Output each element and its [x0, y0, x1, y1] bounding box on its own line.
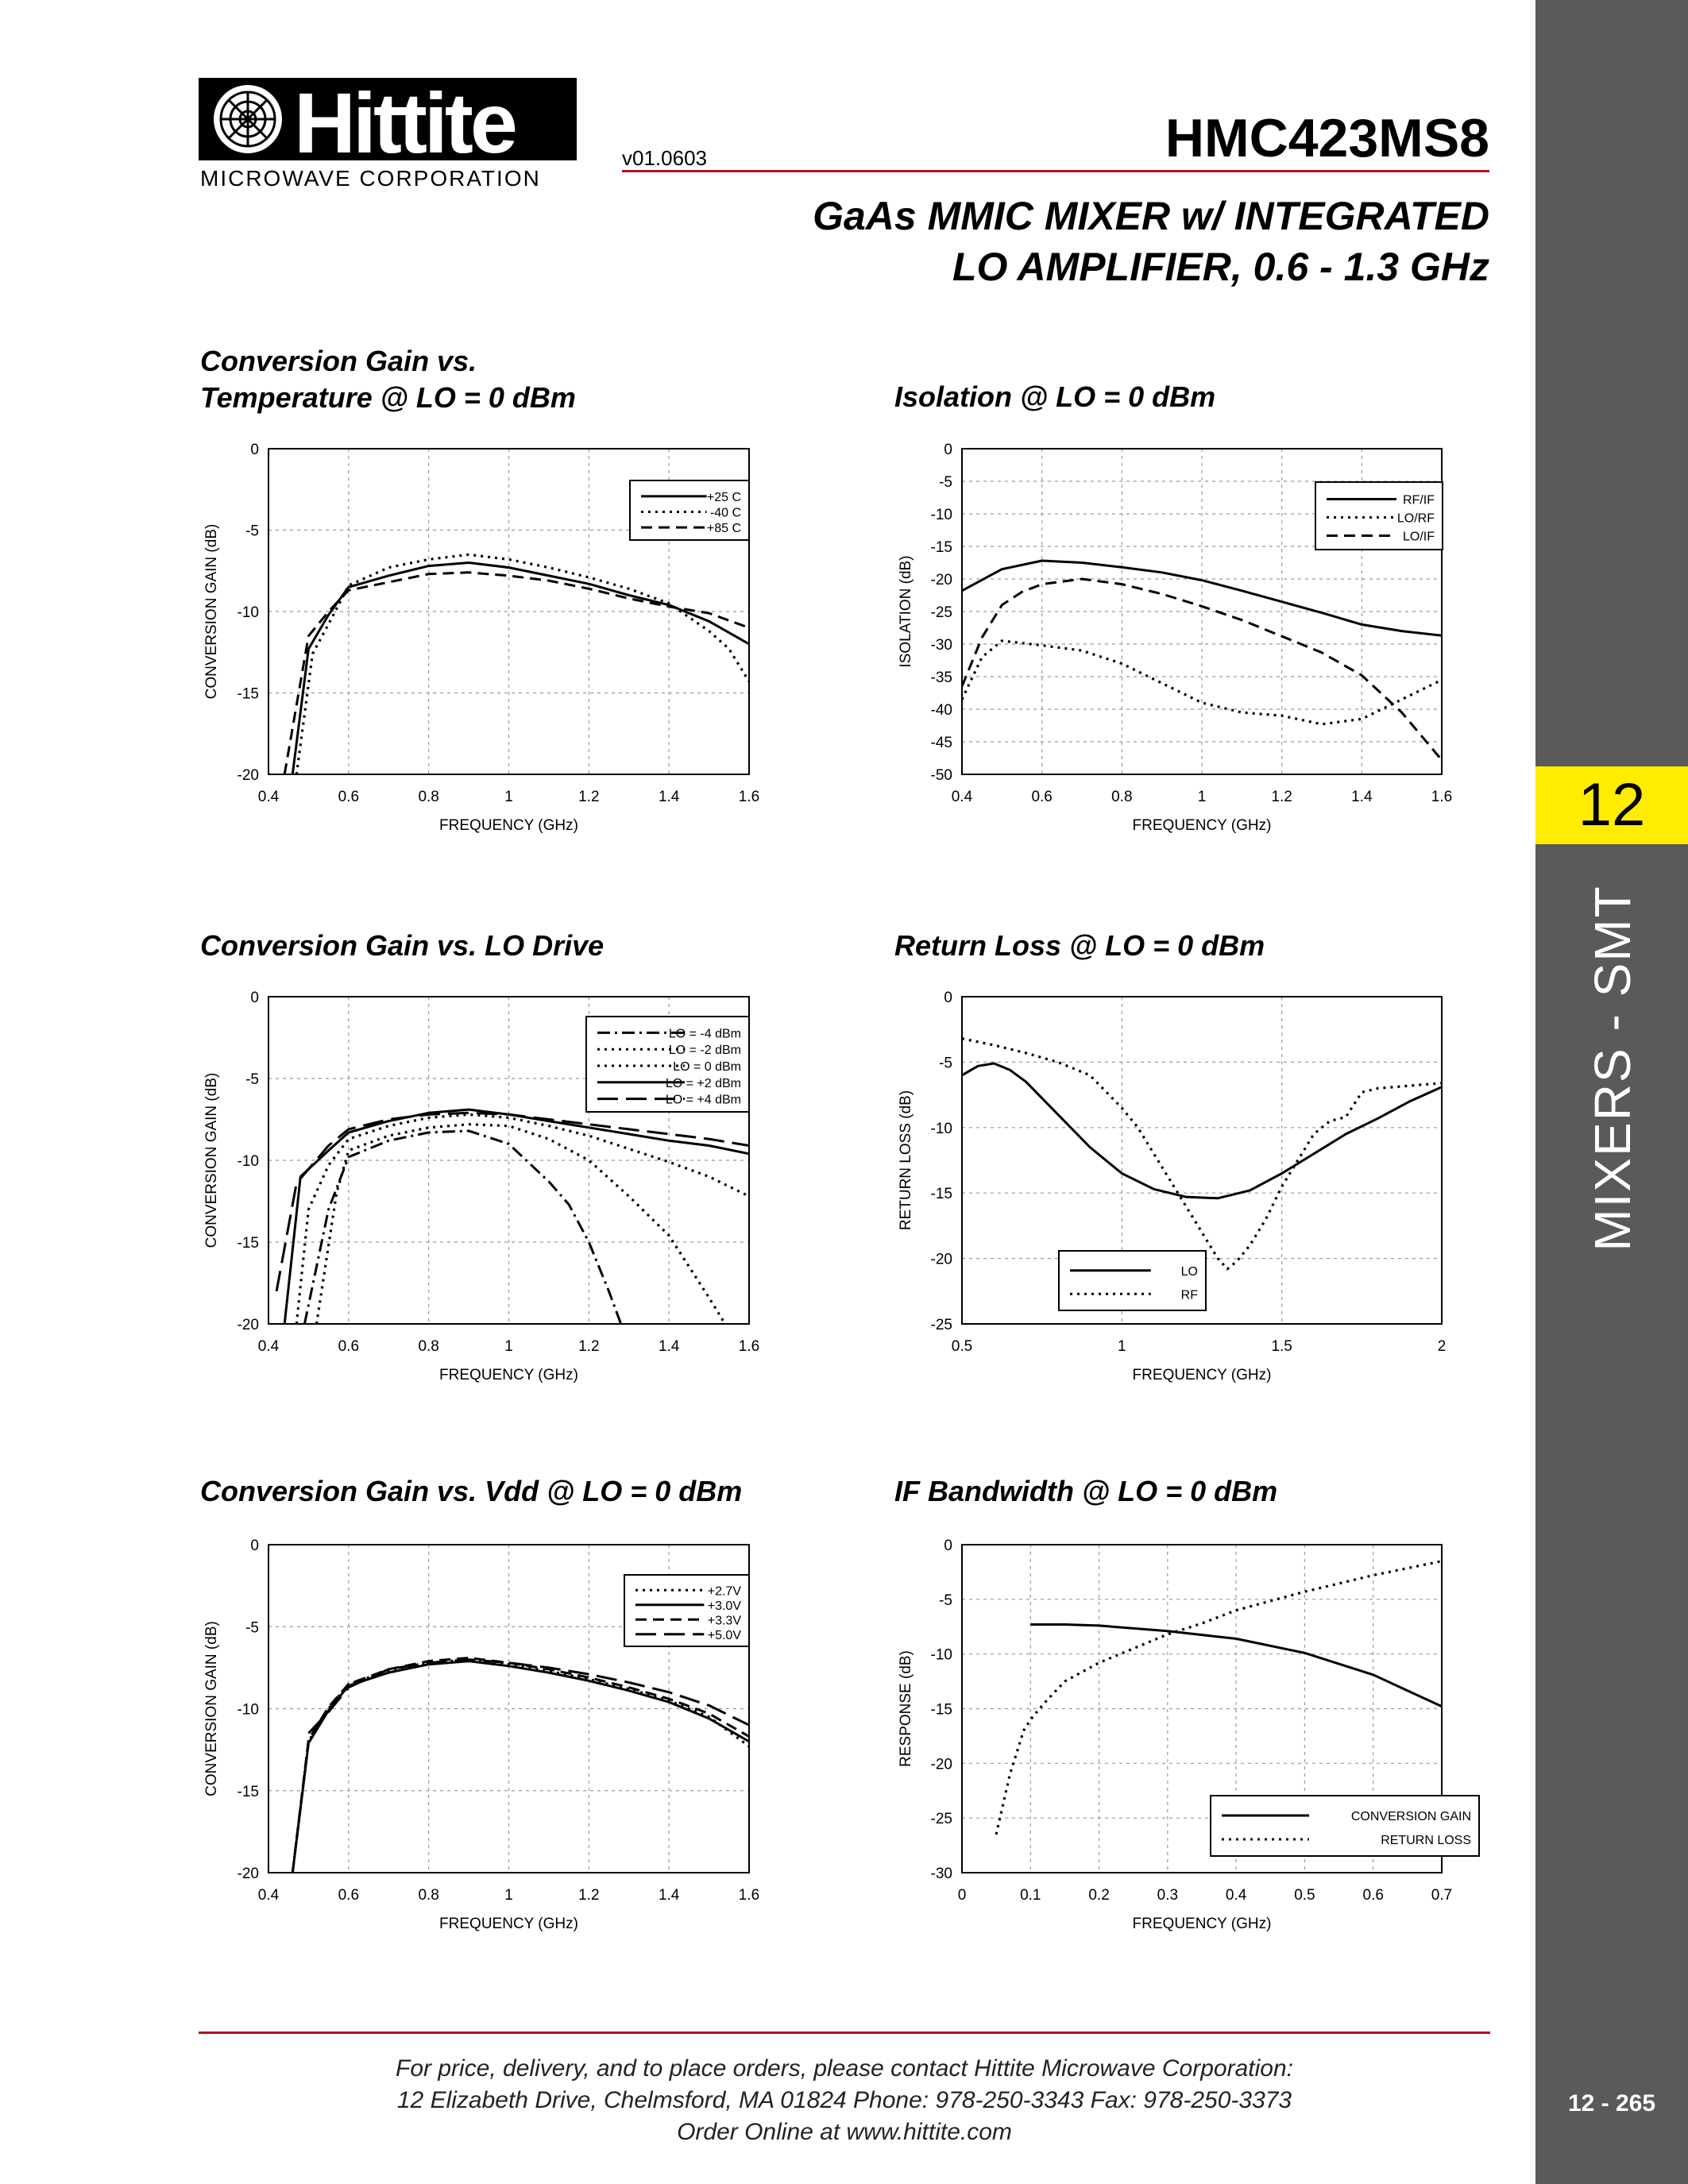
y-tick-label: -20 [237, 1866, 259, 1882]
y-axis-label: CONVERSION GAIN (dB) [203, 1072, 220, 1248]
x-tick-label: 0.5 [951, 1338, 973, 1355]
chart-conversion-gain-vs-vdd [199, 1533, 771, 1946]
x-tick-label: 0.8 [1111, 789, 1133, 805]
legend-label: +5.0V [707, 1628, 741, 1642]
legend-label: LO/IF [1402, 530, 1435, 544]
legend [1211, 1796, 1479, 1856]
y-tick-label: 0 [250, 990, 259, 1006]
legend-label: LO/RF [1396, 511, 1435, 526]
series-line [292, 1658, 749, 1873]
y-tick-label: -25 [930, 604, 952, 621]
series-line [276, 1113, 749, 1291]
y-tick-label: -40 [930, 702, 952, 719]
x-tick-label: 0 [957, 1887, 967, 1904]
chart-4-title: Return Loss @ LO = 0 dBm [894, 929, 1265, 962]
legend-label: +3.0V [707, 1599, 741, 1613]
y-tick-label: -5 [245, 1071, 259, 1088]
legend [1059, 1251, 1206, 1310]
y-tick-label: -50 [930, 767, 952, 784]
x-tick-label: 0.6 [338, 1887, 360, 1904]
series-line [308, 1660, 749, 1734]
x-tick-label: 1.6 [738, 789, 760, 805]
chart-conversion-gain-vs-temperature [199, 437, 771, 850]
series-line [962, 641, 1442, 724]
x-tick-label: 1.6 [738, 1338, 760, 1355]
y-tick-label: -30 [930, 637, 952, 654]
subtitle-line-2: LO AMPLIFIER, 0.6 - 1.3 GHz [952, 245, 1489, 289]
y-tick-label: -5 [245, 1619, 259, 1637]
x-tick-label: 0.3 [1157, 1887, 1179, 1904]
chart-5-title: Conversion Gain vs. Vdd @ LO = 0 dBm [200, 1475, 743, 1507]
x-tick-label: 0.8 [418, 1338, 439, 1355]
legend-label: RF/IF [1403, 493, 1435, 507]
legend-label: +85 C [706, 522, 741, 536]
y-tick-label: 0 [944, 1538, 952, 1554]
x-tick-label: 1 [504, 1887, 513, 1904]
series-line [292, 1660, 749, 1873]
series-line [1030, 1625, 1442, 1707]
footer-line-1: For price, delivery, and to place orders, please contact Hittite Microwave Corporation: [396, 2055, 1293, 2082]
y-tick-label: -5 [245, 523, 259, 540]
chart-if-bandwidth [893, 1533, 1471, 1946]
chart-conversion-gain-vs-lo-drive [199, 985, 771, 1398]
x-tick-label: 0.4 [257, 1338, 280, 1355]
section-label: MIXERS - SMT [1584, 885, 1641, 1252]
x-axis-label: FREQUENCY (GHz) [1132, 1916, 1272, 1932]
x-tick-label: 1.4 [658, 1338, 680, 1355]
y-tick-label: -15 [930, 1701, 952, 1719]
y-tick-label: -15 [237, 1783, 259, 1800]
legend-label: +2.7V [707, 1584, 741, 1599]
y-tick-label: -15 [930, 1186, 952, 1203]
y-tick-label: -10 [930, 1646, 952, 1664]
series-line [962, 579, 1442, 760]
footer-rule [199, 2032, 1490, 2034]
y-tick-label: -15 [237, 1235, 259, 1252]
chart-3-title: Conversion Gain vs. LO Drive [200, 929, 605, 962]
x-tick-label: 1 [504, 789, 513, 805]
legend-label: RF [1180, 1288, 1198, 1302]
y-tick-label: -20 [930, 572, 952, 588]
chart-6-title: IF Bandwidth @ LO = 0 dBm [894, 1475, 1278, 1507]
x-tick-label: 1.6 [1431, 789, 1453, 805]
footer-contact [199, 2053, 1490, 2148]
x-tick-label: 0.8 [418, 1887, 439, 1904]
series-line [292, 1661, 749, 1873]
series-group [284, 554, 749, 774]
x-tick-label: 1 [1118, 1338, 1126, 1355]
footer-line-2: 12 Elizabeth Drive, Chelmsford, MA 01824 Phone: 978-250-3343 Fax: 978-250-3373 [396, 2087, 1292, 2113]
x-tick-label: 0.1 [1020, 1887, 1041, 1904]
page-number: 12 - 265 [1567, 2090, 1656, 2116]
x-tick-label: 0.7 [1431, 1887, 1453, 1904]
version-label: v01.0603 [622, 146, 707, 170]
y-tick-label: -25 [930, 1811, 952, 1828]
series-group [996, 1561, 1442, 1835]
y-tick-label: -10 [930, 507, 952, 523]
y-tick-label: -5 [939, 1055, 952, 1072]
legend [624, 1575, 749, 1646]
x-tick-label: 1.6 [738, 1887, 760, 1904]
part-number: HMC423MS8 [1165, 108, 1489, 168]
x-tick-label: 0.4 [1225, 1887, 1247, 1904]
footer-line-3: Order Online at www.hittite.com [677, 2119, 1012, 2145]
legend [586, 1017, 749, 1112]
y-tick-label: -5 [939, 1592, 952, 1609]
y-axis-label: ISOLATION (dB) [898, 555, 914, 668]
chart-2-title: Isolation @ LO = 0 dBm [894, 380, 1216, 413]
subtitle-line-1: GaAs MMIC MIXER w/ INTEGRATED [813, 194, 1489, 238]
x-tick-label: 1.2 [578, 1338, 600, 1355]
chart-return-loss [893, 985, 1465, 1398]
legend-label: LO = +2 dBm [665, 1076, 741, 1090]
series-group [962, 1039, 1442, 1269]
y-tick-label: -20 [237, 767, 259, 784]
series-line [962, 1063, 1442, 1198]
y-axis-label: RETURN LOSS (dB) [898, 1090, 914, 1231]
chart-1-title-line-2: Temperature @ LO = 0 dBm [200, 381, 576, 414]
series-line [962, 1039, 1442, 1269]
y-tick-label: 0 [250, 1538, 259, 1554]
x-tick-label: 0.4 [257, 1887, 280, 1904]
x-tick-label: 0.4 [951, 789, 973, 805]
x-tick-label: 0.6 [1362, 1887, 1384, 1904]
logo-graphic [199, 73, 592, 192]
x-tick-label: 1.4 [1351, 789, 1373, 805]
y-tick-label: -35 [930, 669, 952, 686]
legend [1315, 482, 1443, 550]
y-tick-label: -25 [930, 1317, 952, 1333]
series-group [292, 1658, 749, 1873]
y-axis-label: RESPONSE (dB) [898, 1650, 914, 1767]
series-line [304, 1131, 620, 1324]
y-tick-label: -10 [237, 1701, 259, 1719]
x-tick-label: 1.2 [578, 1887, 600, 1904]
x-tick-label: 0.6 [338, 1338, 360, 1355]
y-axis-label: CONVERSION GAIN (dB) [203, 1621, 220, 1796]
series-line [284, 1109, 749, 1324]
legend-label: LO = +4 dBm [665, 1093, 741, 1107]
chart-isolation [893, 437, 1465, 850]
y-tick-label: 0 [944, 990, 952, 1006]
y-tick-label: -15 [930, 539, 952, 556]
legend-label: +3.3V [707, 1614, 741, 1628]
x-tick-label: 0.4 [257, 789, 280, 805]
x-tick-label: 1.4 [658, 789, 680, 805]
legend-label: LO = -2 dBm [668, 1044, 741, 1058]
legend-label: LO = -4 dBm [668, 1027, 741, 1041]
y-tick-label: -20 [237, 1317, 259, 1333]
logo-word: Hittite [294, 75, 515, 171]
series-line [292, 563, 749, 775]
y-tick-label: 0 [250, 442, 259, 458]
y-tick-label: 0 [944, 442, 952, 458]
x-axis-label: FREQUENCY (GHz) [439, 1367, 578, 1383]
x-tick-label: 0.6 [338, 789, 360, 805]
x-tick-label: 0.6 [1031, 789, 1053, 805]
header-rule [622, 170, 1489, 172]
x-axis-label: FREQUENCY (GHz) [439, 817, 578, 834]
y-tick-label: -10 [930, 1120, 952, 1137]
x-tick-label: 1 [504, 1338, 513, 1355]
y-tick-label: -30 [930, 1866, 952, 1882]
series-line [996, 1561, 1442, 1835]
x-axis-label: FREQUENCY (GHz) [439, 1916, 578, 1932]
y-tick-label: -20 [930, 1756, 952, 1773]
x-tick-label: 1.4 [658, 1887, 680, 1904]
product-subtitle [813, 191, 1489, 292]
y-tick-label: -15 [237, 685, 259, 703]
x-axis-label: FREQUENCY (GHz) [1132, 1367, 1272, 1383]
logo-tagline: MICROWAVE CORPORATION [200, 166, 541, 191]
legend-label: RETURN LOSS [1381, 1834, 1471, 1847]
legend-label: +25 C [706, 490, 741, 504]
y-axis-label: CONVERSION GAIN (dB) [203, 523, 220, 700]
y-tick-label: -10 [237, 604, 259, 621]
legend-label: LO = 0 dBm [673, 1060, 741, 1074]
section-number-tab: 12 [1535, 766, 1688, 844]
x-tick-label: 1.2 [1271, 789, 1292, 805]
series-line [284, 573, 749, 774]
y-tick-label: -45 [930, 735, 952, 751]
legend-label: -40 C [709, 506, 741, 520]
chart-1-title [200, 343, 576, 416]
x-tick-label: 1.5 [1271, 1338, 1292, 1355]
x-tick-label: 1.2 [578, 789, 600, 805]
x-axis-label: FREQUENCY (GHz) [1132, 817, 1272, 834]
chart-1-title-line-1: Conversion Gain vs. [200, 345, 477, 377]
y-tick-label: -20 [930, 1251, 952, 1268]
legend-label: CONVERSION GAIN [1350, 1810, 1471, 1823]
y-tick-label: -5 [939, 474, 952, 491]
legend-label: LO [1180, 1264, 1198, 1279]
x-tick-label: 1 [1197, 789, 1207, 805]
x-tick-label: 0.5 [1294, 1887, 1315, 1904]
y-tick-label: -10 [237, 1153, 259, 1170]
x-tick-label: 2 [1437, 1338, 1447, 1355]
x-tick-label: 0.8 [418, 789, 439, 805]
hittite-logo [199, 73, 592, 196]
legend [630, 480, 749, 540]
series-group [276, 1109, 749, 1324]
x-tick-label: 0.2 [1088, 1887, 1110, 1904]
